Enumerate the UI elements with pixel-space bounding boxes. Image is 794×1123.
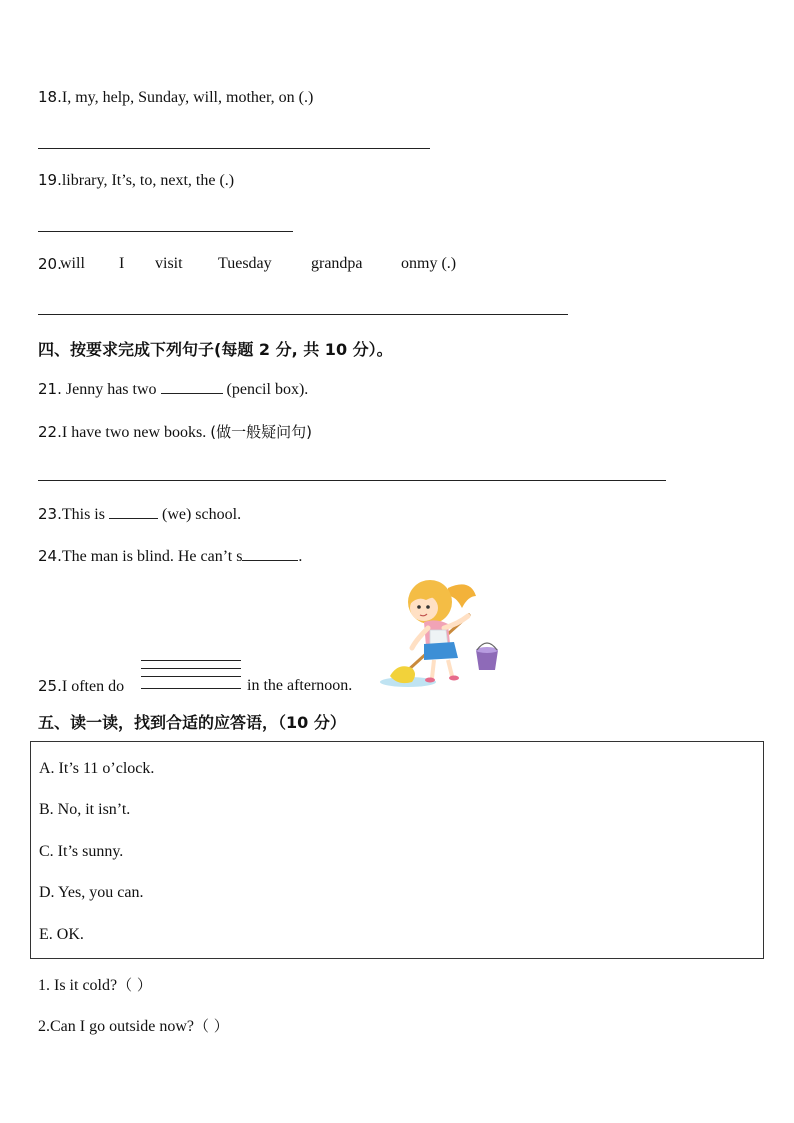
option-c: C. It’s sunny. — [39, 843, 124, 860]
question-number: 1. — [38, 977, 50, 994]
question-22 — [38, 421, 312, 442]
question-number: 24. — [38, 547, 62, 565]
word: grandpa — [311, 255, 363, 272]
section-heading-5: 五、读一读，找到合适的应答语，（10 分） — [38, 713, 346, 732]
answer-blank-24[interactable] — [242, 546, 298, 561]
matching-question-2 — [38, 1015, 229, 1036]
question-hint: (pencil box). — [222, 381, 309, 398]
question-text: library, It’s, to, next, the (.) — [61, 172, 235, 189]
question-number: 18. — [38, 88, 62, 106]
question-number: 2. — [38, 1018, 50, 1035]
answer-line-18[interactable] — [38, 148, 430, 149]
answer-line-19[interactable] — [38, 231, 293, 232]
question-text: The man is blind. He can’t s — [61, 548, 243, 565]
question-text: This is — [61, 506, 109, 523]
answer-blank-23[interactable] — [109, 504, 158, 519]
answer-lines-25[interactable] — [141, 660, 241, 690]
matching-question-1 — [38, 974, 152, 995]
question-21 — [38, 379, 308, 399]
question-number: 19. — [38, 171, 62, 189]
option-b: B. No, it isn’t. — [39, 801, 131, 818]
question-text: Can I go outside now? — [50, 1018, 194, 1035]
word: will — [60, 255, 85, 272]
question-number: 22. — [38, 423, 62, 441]
question-number: 23. — [38, 505, 62, 523]
girl-mopping-icon — [378, 574, 502, 692]
girl-mopping-illustration — [378, 574, 502, 692]
section-heading-4: 四、按要求完成下列句子(每题 2 分, 共 10 分）。 — [38, 340, 393, 359]
question-text: I, my, help, Sunday, will, mother, on (.) — [61, 89, 314, 106]
answer-line-22[interactable] — [38, 480, 666, 481]
answer-parentheses[interactable]: （ ） — [193, 1017, 229, 1035]
question-23 — [38, 504, 241, 524]
question-text: in the afternoon. — [247, 677, 353, 694]
question-hint: (做一般疑问句) — [210, 423, 312, 441]
question-number: 25. — [38, 677, 62, 695]
question-text: Is it cold? — [50, 977, 118, 994]
question-text: . — [298, 548, 303, 565]
question-text: Jenny has two — [61, 381, 161, 398]
word: onmy (.) — [401, 255, 457, 272]
answer-blank-21[interactable] — [161, 379, 223, 394]
word: I — [119, 255, 125, 272]
option-e: E. OK. — [39, 926, 84, 943]
word: visit — [155, 255, 183, 272]
option-a: A. It’s 11 o’clock. — [39, 760, 155, 777]
question-20 — [38, 255, 478, 275]
question-text: I have two new books. — [61, 424, 211, 441]
word: Tuesday — [218, 255, 272, 272]
question-19 — [38, 171, 234, 190]
answer-parentheses[interactable]: （ ） — [117, 976, 152, 994]
question-18 — [38, 88, 313, 107]
answer-line-20[interactable] — [38, 314, 568, 315]
question-24 — [38, 546, 302, 566]
question-hint: (we) school. — [157, 506, 242, 523]
question-number: 21. — [38, 380, 62, 398]
question-number: 20. — [38, 255, 62, 273]
question-text: I often do — [61, 678, 125, 695]
question-25 — [38, 677, 124, 696]
answer-options-box — [30, 741, 764, 959]
option-d: D. Yes, you can. — [39, 884, 144, 901]
